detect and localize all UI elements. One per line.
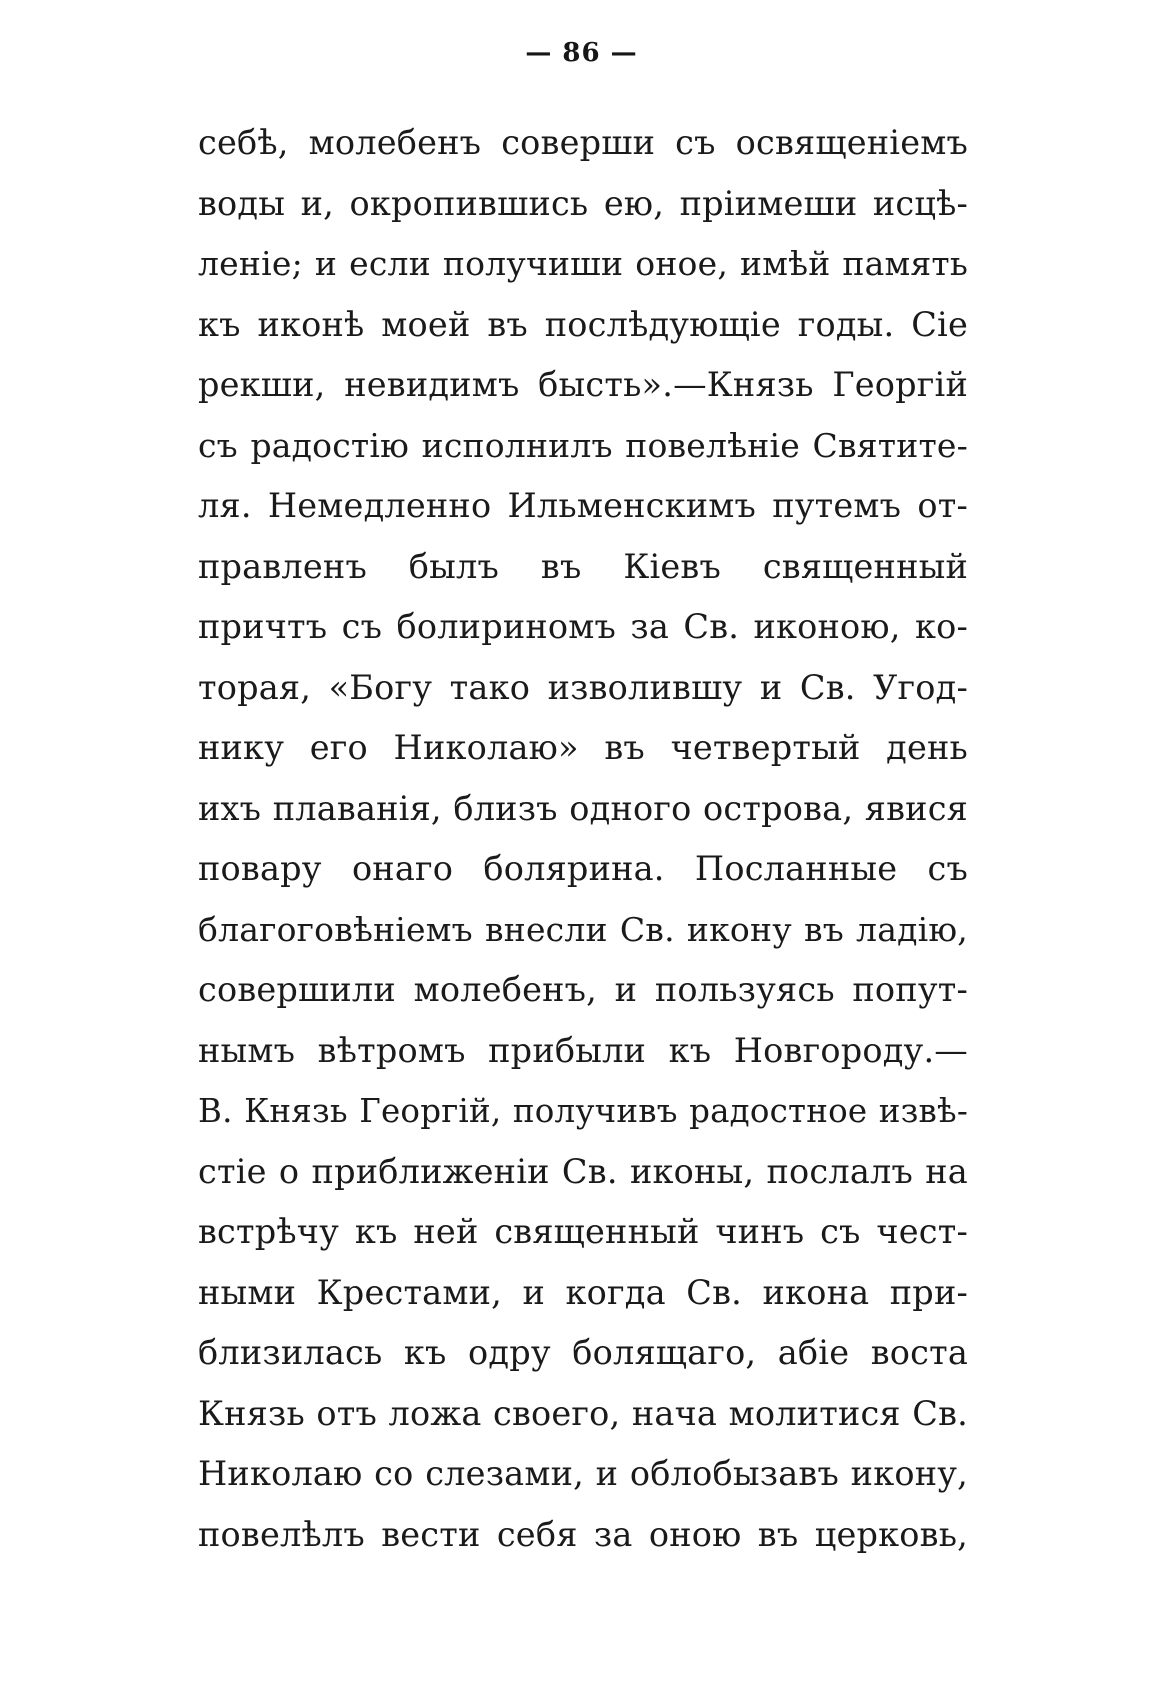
text-line: правленъ былъ въ Кіевъ священный — [198, 546, 968, 586]
text-line: воды и, окропившись ею, пріимеши исцѣ- — [198, 183, 968, 223]
text-line: нику его Николаю» въ четвертый день — [198, 728, 968, 767]
text-line: рекши, невидимъ бысть».—Князь Георгій — [198, 365, 968, 404]
text-line: близилась къ одру болящаго, абіе воста — [198, 1333, 968, 1372]
text-line: себѣ, молебенъ соверши съ освященіемъ — [198, 123, 968, 162]
text-line: причтъ съ болириномъ за Св. иконою, ко- — [198, 607, 968, 646]
text-line: ными Крестами, и когда Св. икона при- — [198, 1272, 968, 1312]
text-line: ля. Немедленно Ильменскимъ путемъ от- — [198, 486, 968, 525]
text-line: къ иконѣ моей въ послѣдующіе годы. Сіе — [198, 304, 968, 344]
text-line: леніе; и если получиши оное, имѣй память — [198, 244, 968, 283]
text-line: стіе о приближеніи Св. иконы, послалъ на — [198, 1151, 968, 1191]
text-line: В. Князь Георгій, получивъ радостное извѣ- — [198, 1092, 968, 1130]
text-line: нымъ вѣтромъ прибыли къ Новгороду.— — [198, 1030, 968, 1070]
text-line: повару онаго болярина. Посланные съ — [198, 849, 968, 888]
text-line: торая, «Богу тако изволившу и Св. Угод- — [198, 667, 968, 707]
text-line: съ радостію исполнилъ повелѣніе Святите- — [198, 425, 968, 465]
text-line: Князь отъ ложа своего, нача молитися Св. — [198, 1393, 968, 1433]
text-line: ихъ плаванія, близъ одного острова, явися — [198, 788, 968, 828]
text-line: совершили молебенъ, и пользуясь попут- — [198, 970, 968, 1009]
body-text — [198, 113, 968, 1565]
page-number: — 86 — — [525, 38, 638, 68]
text-line: встрѣчу къ ней священный чинъ съ чест- — [198, 1212, 968, 1251]
text-line: повелѣлъ вести себя за оною въ церковь, — [198, 1514, 968, 1554]
text-line: Николаю со слезами, и облобызавъ икону, — [198, 1454, 968, 1493]
text-line: благоговѣніемъ внесли Св. икону въ ладію, — [198, 909, 968, 949]
